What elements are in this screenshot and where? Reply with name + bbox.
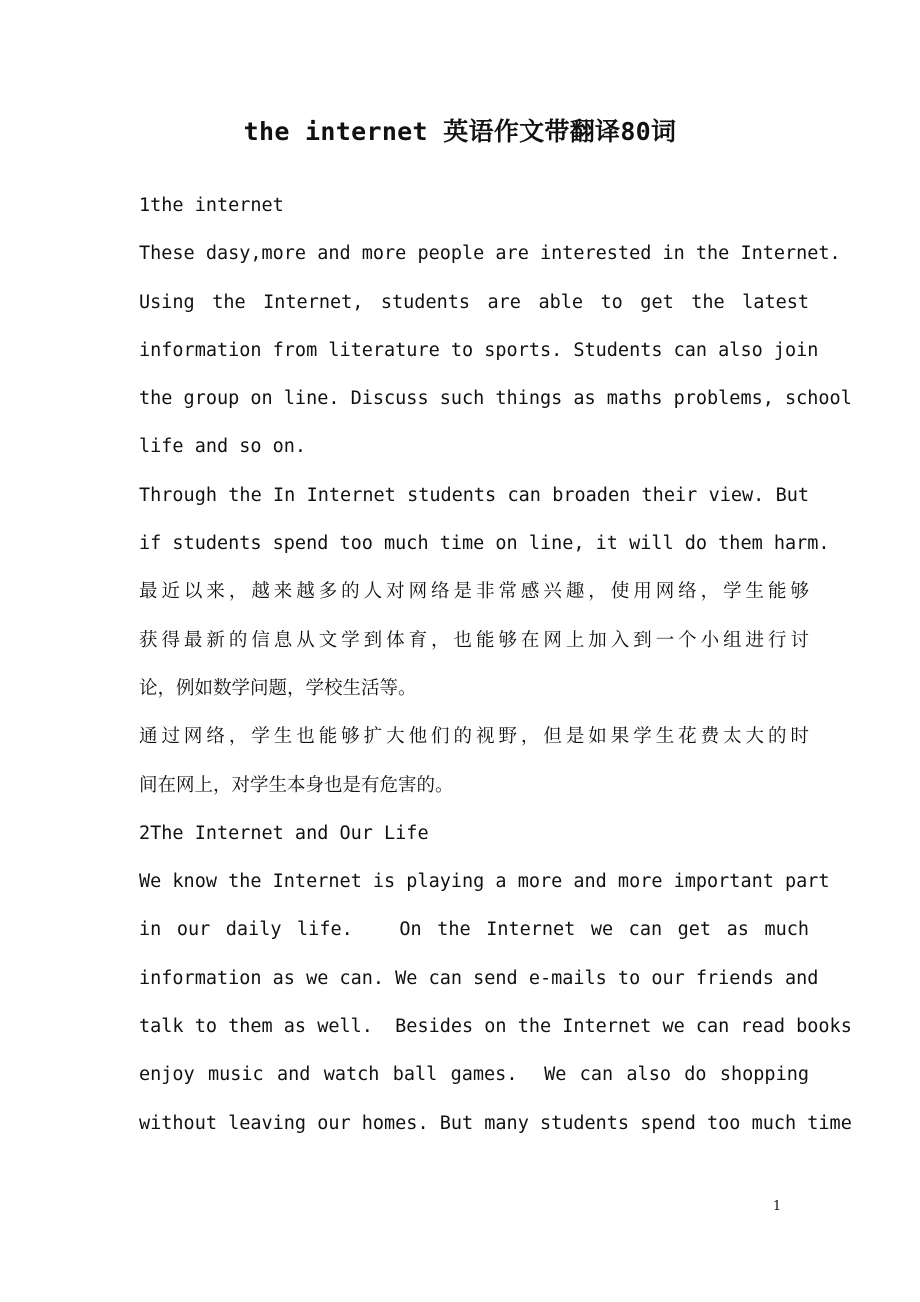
- paragraph-line: These dasy,more and more people are interested in the Internet.: [139, 243, 841, 265]
- paragraph-line: information as we can. We can send e-mails to our friends and: [139, 967, 819, 989]
- translation-line: 通过网络，学生也能够扩大他们的视野，但是如果学生花费太大的时: [139, 726, 809, 748]
- paragraph-line: without leaving our homes. But many students spend too much time: [139, 1112, 852, 1134]
- paragraph-line: Using the Internet, students are able to get the latest: [139, 291, 809, 313]
- page-number: 1: [772, 1199, 782, 1214]
- paragraph-line: life and so on.: [139, 436, 307, 458]
- document-body: [139, 186, 852, 1152]
- section-heading: 2The Internet and Our Life: [139, 822, 429, 844]
- section-heading: 1the internet: [139, 195, 284, 216]
- paragraph-line: information from literature to sports. Students can also join: [139, 339, 819, 361]
- paragraph-line: Through the In Internet students can broaden their view. But: [139, 484, 809, 506]
- translation-line: 论，例如数学问题，学校生活等。: [139, 677, 417, 699]
- translation-line: 最近以来，越来越多的人对网络是非常感兴趣，使用网络，学生能够: [139, 581, 809, 603]
- document-title: the internet 英语作文带翻译80词: [243, 117, 677, 146]
- paragraph-line: talk to them as well. Besides on the Internet we can read books: [139, 1016, 852, 1038]
- paragraph-line: enjoy music and watch ball games. We can also do shopping: [139, 1064, 809, 1086]
- paragraph-line: We know the Internet is playing a more and more important part: [139, 871, 830, 893]
- paragraph-line: if students spend too much time on line, it will do them harm.: [139, 533, 830, 555]
- translation-line: 获得最新的信息从文学到体育，也能够在网上加入到一个小组进行讨: [139, 629, 809, 651]
- paragraph-line: the group on line. Discuss such things as maths problems, school: [139, 388, 852, 410]
- translation-line: 间在网上，对学生本身也是有危害的。: [139, 774, 454, 796]
- paragraph-line: in our daily life. On the Internet we can get as much: [139, 919, 809, 941]
